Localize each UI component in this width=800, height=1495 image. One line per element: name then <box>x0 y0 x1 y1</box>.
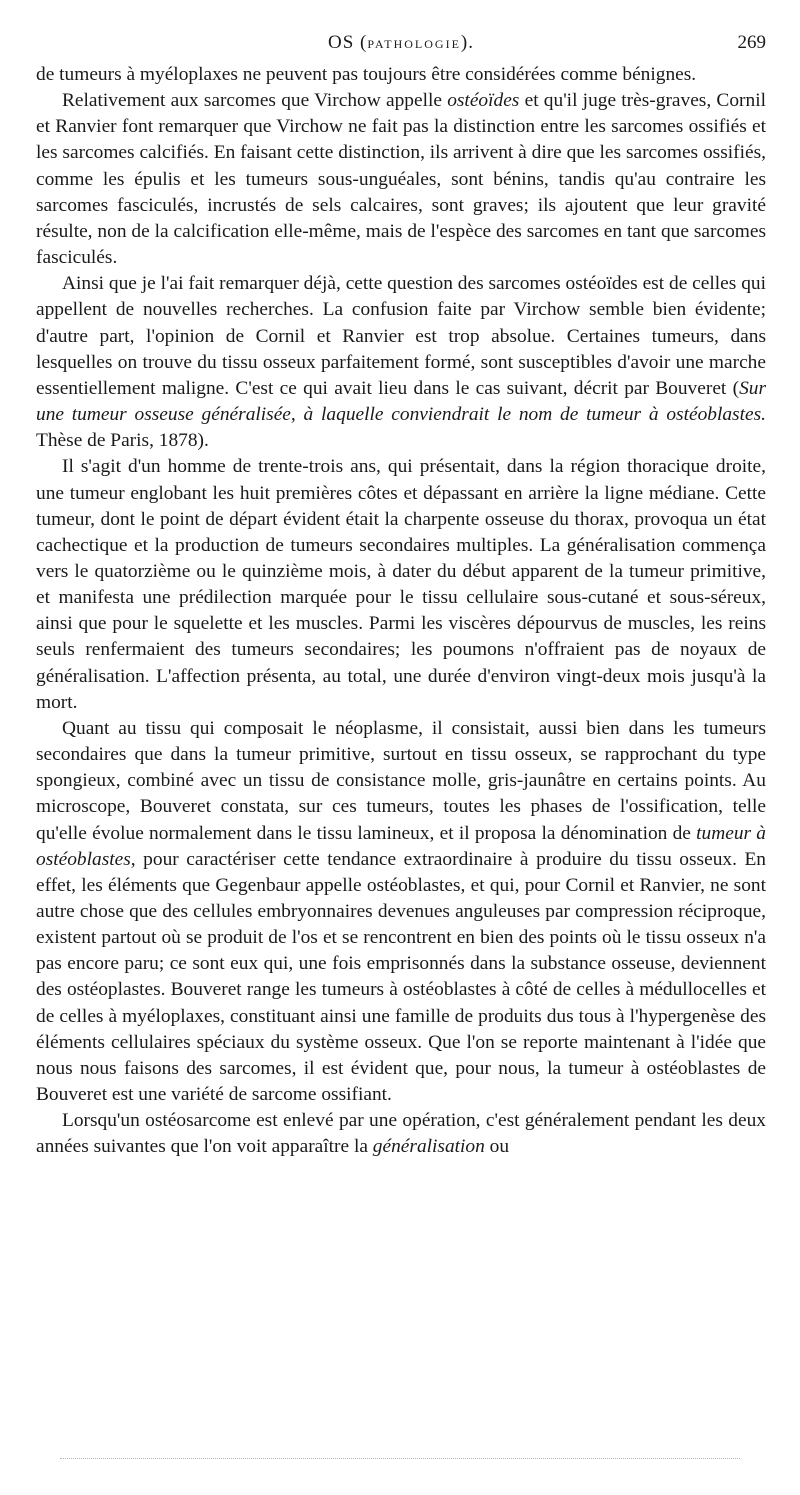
footer-rule <box>60 1458 740 1459</box>
running-title-end: ). <box>460 32 474 53</box>
text-segment: , pour caractériser cette tendance extraordinaire à produire du tissu osseux. En effet, les éléments que Gegenbaur appelle ostéoblastes, et qui, pour Cornil et Ranvier, ne sont autre chose que des cellules embryonnaires devenues anguleuses par compression réciproque, existent partout où se produit de l'os et se rencontrent en bien des points où le tissu osseux n'a pas encore paru; ce sont eux qui, une fois emprisonnés dans la substance osseuse, deviennent des ostéoplastes. Bouveret range les tumeurs à ostéoblastes à côté de celles à médullocelles et de celles à myéloplaxes, constituant ainsi une famille de produits dus tous à l'hypergenèse des éléments cellulaires spéciaux du système osseux. Que l'on se reporte maintenant à l'idée que nous nous faisons des sarcomes, il est évident que, pour nous, la tumeur à ostéoblastes de Bouveret est une variété de sarcome ossifiant. <box>36 848 766 1106</box>
text-segment: Quant au tissu qui composait le néoplasme, il consistait, aussi bien dans les tumeurs secondaires que dans la tumeur primitive, surtout en tissu osseux, se rapprochant du type spongieux, combiné avec un tissu de consistance molle, gris-jaunâtre en certains points. Au microscope, Bouveret constata, sur ces tumeurs, toutes les phases de l'ossification, telle qu'elle évolue normalement dans le tissu lamineux, et il proposa la dénomination de <box>36 717 766 844</box>
italic-text: généralisation <box>372 1136 485 1158</box>
italic-text: ostéoïdes <box>447 90 520 112</box>
paragraph <box>36 88 766 271</box>
text-segment: Lorsqu'un ostéosarcome est enlevé par une opération, c'est généralement pendant les deux années suivantes que l'on voit apparaître la <box>36 1110 766 1158</box>
italic-text: Sur une tumeur osseuse généralisée, à laquelle conviendrait le nom de tumeur à ostéoblastes. <box>36 377 766 426</box>
text-segment: de tumeurs à myéloplaxes ne peuvent pas toujours être considérées comme bénignes. <box>36 64 697 85</box>
running-title-smallcaps: PATHOLOGIE <box>367 37 461 51</box>
text-segment: Il s'agit d'un homme de trente-trois ans, qui présentait, dans la région thoracique droite, une tumeur englobant les huit premières côtes et dépassant en arrière la ligne médiane. Cette tumeur, dont le point de départ évident était la charpente osseuse du thorax, provoqua un état cachectique et la production de tumeurs secondaires multiples. La généralisation commença vers le quatorzième ou le quinzième mois, à dater du début apparent de la tumeur primitive, et manifesta une prédilection marquée pour le tissu cellulaire sous-cutané et sous-séreux, ainsi que pour le squelette et les muscles. Parmi les viscères dépourvus de muscles, les reins seuls renfermaient des tumeurs secondaires; les poumons n'offraient pas de noyaux de généralisation. L'affection présenta, au total, une durée d'environ vingt-deux mois jusqu'à la mort. <box>36 456 766 713</box>
text-segment: ou <box>484 1136 510 1158</box>
text-segment: Relativement aux sarcomes que Virchow appelle <box>62 90 448 112</box>
text-segment: et qu'il juge très-graves, Cornil et Ranvier font remarquer que Virchow ne fait pas la distinction entre les sarcomes ossifiés et les sarcomes calcifiés. En faisant cette distinction, ils arrivent à dire que les sarcomes ossifiés, comme les épulis et les tumeurs sous-unguéales, sont bénins, tandis qu'au contraire les sarcomes fasciculés, incrustés de sels calcaires, sont graves; ils ajoutent que leur gravité résulte, non de la calcification elle-même, mais de l'espèce des sarcomes en tant que sarcomes fasciculés. <box>36 90 766 269</box>
text-segment: Thèse de Paris, 1878). <box>36 430 209 452</box>
paragraph <box>36 1108 766 1160</box>
text-segment: Ainsi que je l'ai fait remarquer déjà, cette question des sarcomes ostéoïdes est de celles qui appellent de nouvelles recherches. La confusion faite par Virchow semble bien évidente; d'autre part, l'opinion de Cornil et Ranvier est trop absolue. Certaines tumeurs, dans lesquelles on trouve du tissu osseux parfaitement formé, sont susceptibles d'avoir une marche essentiellement maligne. C'est ce qui avait lieu dans le cas suivant, décrit par Bouveret ( <box>36 273 766 399</box>
running-title <box>36 32 766 54</box>
paragraph <box>36 454 766 716</box>
italic-text: tumeur à ostéoblastes <box>36 822 766 870</box>
running-title-main: OS ( <box>327 32 368 53</box>
running-head <box>36 32 766 58</box>
paragraph <box>36 716 766 1108</box>
paragraph <box>36 271 766 454</box>
paragraph <box>36 62 766 88</box>
page-number: 269 <box>737 32 766 53</box>
body-text <box>36 62 766 1161</box>
